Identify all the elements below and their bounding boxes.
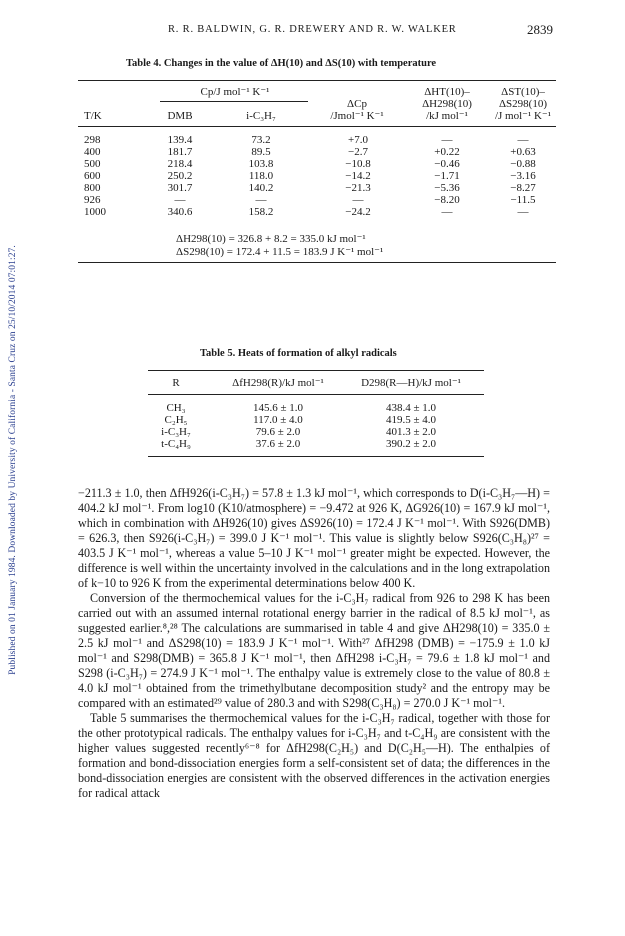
table4-cell: −14.2 (345, 170, 371, 182)
table4-header-rule (78, 126, 556, 127)
body-paragraph-3: Table 5 summarises the thermochemical values for the i-C₃H₇ radical, together with those for the other prototypical radicals. The enthalpy values for i-C₃H₇ and t-C₄H₉ are consistent with the higher values suggested recently⁶⁻⁸ for ΔfH298(C₂H₅) and D(C₂H₅—H). The enthalpies of formation and bond-dissociation energies form a self-consistent set of data; the differences in the bond-dissociation energies are consistent with the observed differences in the activation energies for radical attack (78, 711, 550, 800)
table5-col-d: D298(R—H)/kJ mol⁻¹ (361, 377, 461, 389)
table4-cell: −24.2 (345, 206, 371, 218)
table5-cell: 401.3 ± 2.0 (385, 426, 437, 438)
table5-bottom-rule (148, 456, 484, 457)
table4-cell: — (441, 134, 453, 146)
table4-equation-enthalpy: ΔH298(10) = 326.8 + 8.2 = 335.0 kJ mol⁻¹ (176, 233, 366, 245)
page-number: 2839 (527, 22, 553, 37)
table5-cell: CH₃ (166, 402, 186, 414)
table4-col-dh-1: ΔHT(10)– (424, 86, 470, 98)
article-body (78, 486, 550, 801)
table4-cell: −11.5 (510, 194, 536, 206)
table5-cell: i-C₃H₇ (161, 426, 191, 438)
table4-cell: −10.8 (345, 158, 371, 170)
table4-cp-group-rule (160, 101, 308, 102)
table4-cell: — (174, 194, 186, 206)
table4-cell: 340.6 (167, 206, 193, 218)
table5-cell: 79.6 ± 2.0 (255, 426, 301, 438)
table4-cell: −8.27 (510, 182, 536, 194)
table4-cell: 118.0 (248, 170, 274, 182)
body-paragraph-1: −211.3 ± 1.0, then ΔfH926(i-C₃H₇) = 57.8 ± 1.3 kJ mol⁻¹, which corresponds to D(i-C₃H₇—H) = 404.2 kJ mol⁻¹. From log10 (K10/atmosphere) = −9.472 at 926 K, ΔG926(10) = 167.9 kJ mol⁻¹, which in combination with ΔH926(10) gives ΔS926(10) = 172.4 J K⁻¹ mol⁻¹. With S926(DMB) = 626.3, then S926(i-C₃H₇) = 399.0 J K⁻¹ mol⁻¹. This value is slightly below S926(C₃H₈)²⁷ = 403.5 J K⁻¹ mol⁻¹, whereas a value 5–10 J K⁻¹ mol⁻¹ greater might be expected. However, the difference is well within the uncertainty involved in the calculations and in the long extrapolation of k−10 to 926 K from the experimental determinations below 400 K. (78, 486, 550, 590)
table4-cell: — (517, 206, 529, 218)
table4-col-dh-2: ΔH298(10) (422, 98, 472, 110)
table5-cell: 438.4 ± 1.0 (385, 402, 437, 414)
table4-cell: 103.8 (248, 158, 274, 170)
table4-cell: +0.22 (434, 146, 460, 158)
table4-cell: 926 (84, 194, 101, 206)
table5-cell: C₂H₅ (164, 414, 188, 426)
table5-cell: 117.0 ± 4.0 (253, 414, 303, 426)
table5-cell: 390.2 ± 2.0 (385, 438, 437, 450)
table4-cell: — (441, 206, 453, 218)
table5-cell: 145.6 ± 1.0 (252, 402, 304, 414)
table4-cell: 89.5 (251, 146, 271, 158)
table4-cell: 298 (84, 134, 101, 146)
table4-cell: 250.2 (167, 170, 193, 182)
table5-col-dhf: ΔfH298(R)/kJ mol⁻¹ (232, 377, 324, 389)
table4-cell: −1.71 (434, 170, 460, 182)
table4-cell: 73.2 (251, 134, 271, 146)
download-watermark (4, 130, 22, 790)
table5-cell: t-C₄H₉ (161, 438, 191, 450)
table4-col-ds-2: ΔS298(10) (498, 98, 548, 110)
table5-caption: Table 5. Heats of formation of alkyl radicals (200, 348, 397, 359)
table4-col-ds-3: /J mol⁻¹ K⁻¹ (494, 110, 552, 122)
table4-cell: 800 (84, 182, 101, 194)
table5-header-rule (148, 394, 484, 395)
table4-col-dcp-1: ΔCp (347, 98, 367, 110)
table4-cell: −5.36 (434, 182, 460, 194)
table4-cell: 600 (84, 170, 101, 182)
table4-cell: −3.16 (510, 170, 536, 182)
table4-cell: 158.2 (248, 206, 274, 218)
table4-cell: 1000 (84, 206, 106, 218)
table4-cp-group-header: Cp/J mol⁻¹ K⁻¹ (200, 86, 270, 98)
table4-cell: −2.7 (348, 146, 368, 158)
table4-cell: 140.2 (248, 182, 274, 194)
table4-cell: 400 (84, 146, 101, 158)
table4-col-ic3h7: i-C₃H₇ (246, 110, 276, 122)
table4-top-rule (78, 80, 556, 81)
table4-cell: — (352, 194, 364, 206)
table4-caption: Table 4. Changes in the value of ΔH(10) and ΔS(10) with temperature (126, 58, 437, 69)
download-watermark-text: Published on 01 January 1984. Downloaded by University of California - Santa Cruz on 25/10/2014 07:01:27. (8, 245, 18, 675)
table5-top-rule (148, 370, 484, 371)
table4-cell: −0.88 (510, 158, 536, 170)
table4-cell: 218.4 (167, 158, 193, 170)
table5-col-r: R (172, 377, 180, 389)
table4-cell: 139.4 (167, 134, 193, 146)
table4-bottom-rule (78, 262, 556, 263)
table4-col-t: T/K (84, 110, 102, 122)
running-head: R. R. BALDWIN, G. R. DREWERY AND R. W. WALKER (168, 24, 457, 35)
table4-cell: +0.63 (510, 146, 536, 158)
table4-col-ds-1: ΔST(10)– (501, 86, 545, 98)
table4-col-dh-3: /kJ mol⁻¹ (426, 110, 468, 122)
table4-cell: 500 (84, 158, 101, 170)
table4-col-dcp-2: /Jmol⁻¹ K⁻¹ (330, 110, 384, 122)
table4-cell: −21.3 (345, 182, 371, 194)
table4-equation-entropy: ΔS298(10) = 172.4 + 11.5 = 183.9 J K⁻¹ mol⁻¹ (176, 246, 384, 258)
table5-cell: 37.6 ± 2.0 (255, 438, 301, 450)
table4-cell: −8.20 (434, 194, 460, 206)
body-paragraph-2: Conversion of the thermochemical values for the i-C₃H₇ radical from 926 to 298 K has been carried out with an assumed internal rotational energy barrier in the radical of 8.5 kJ mol⁻¹, as suggested earlier.⁸,²⁸ The calculations are summarised in table 4 and give ΔH298(10) = 335.0 ± 2.5 kJ mol⁻¹ and ΔS298(10) = 183.9 J K⁻¹ mol⁻¹. With²⁷ ΔfH298 (DMB) = −175.9 ± 1.0 kJ mol⁻¹ and S298(DMB) = 365.8 J K⁻¹ mol⁻¹, then ΔfH298 i-C₃H₇ = 79.6 ± 1.8 kJ mol⁻¹ and S298 (i-C₃H₇) = 274.9 J K⁻¹ mol⁻¹. The enthalpy value is extremely close to the value of 80.8 ± 4.0 kJ mol⁻¹ obtained from the trimethylbutane decomposition study² and the entropy may be compared with an estimated²⁹ value of 280.3 and with S298(C₃H₈) = 270.0 J K⁻¹ mol⁻¹. (78, 591, 550, 710)
table5-cell: 419.5 ± 4.0 (385, 414, 437, 426)
table4-cell: — (255, 194, 267, 206)
table4-cell: 181.7 (167, 146, 193, 158)
table4-cell: −0.46 (434, 158, 460, 170)
table4-col-dmb: DMB (167, 110, 193, 122)
table4-cell: +7.0 (348, 134, 368, 146)
table4-cell: — (517, 134, 529, 146)
table4-cell: 301.7 (167, 182, 193, 194)
